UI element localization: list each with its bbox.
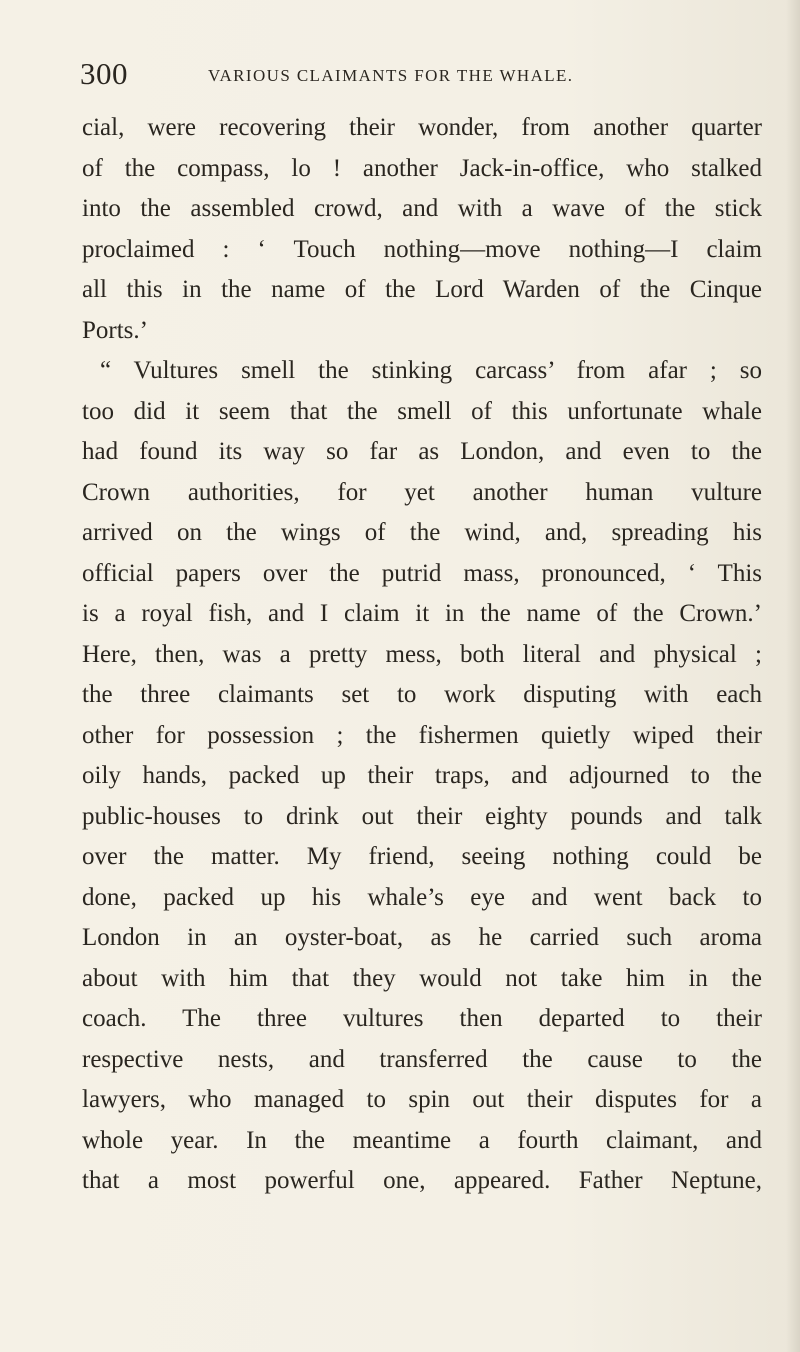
text-line: Here, then, was a pretty mess, both literal and physical ; <box>82 640 762 668</box>
text-line: Ports.’ <box>82 316 148 344</box>
text-line: too did it seem that the smell of this unfortunate whale <box>82 397 762 425</box>
text-line: lawyers, who managed to spin out their disputes for a <box>82 1086 762 1113</box>
page-header <box>80 56 750 96</box>
text-line: whole year. In the meantime a fourth claimant, and <box>82 1126 762 1154</box>
running-title: VARIOUS CLAIMANTS FOR THE WHALE. <box>208 66 574 85</box>
text-line: “ Vultures smell the stinking carcass’ from afar ; so <box>100 357 762 384</box>
text-line: is a royal fish, and I claim it in the name of the Crown.’ <box>82 600 762 627</box>
text-line: of the compass, lo ! another Jack-in-office, who stalked <box>82 154 762 182</box>
text-line: over the matter. My friend, seeing nothing could be <box>82 843 762 870</box>
text-line: public-houses to drink out their eighty pounds and talk <box>82 802 762 830</box>
text-line: done, packed up his whale’s eye and went back to <box>82 883 762 911</box>
text-line: into the assembled crowd, and with a wave of the stick <box>82 195 762 222</box>
page-number: 300 <box>80 56 128 91</box>
text-line: oily hands, packed up their traps, and adjourned to the <box>82 762 762 789</box>
text-line: Crown authorities, for yet another human vulture <box>82 478 762 506</box>
text-line: had found its way so far as London, and even to the <box>82 438 762 465</box>
text-line: about with him that they would not take him in the <box>82 964 762 992</box>
text-line: proclaimed : ‘ Touch nothing—move nothing—I claim <box>82 235 762 263</box>
text-line: London in an oyster-boat, as he carried such aroma <box>82 924 762 951</box>
text-line: the three claimants set to work disputing with each <box>82 681 762 708</box>
page-edge-shadow <box>786 0 800 1352</box>
text-line: other for possession ; the fishermen quietly wiped their <box>82 721 762 749</box>
text-line: respective nests, and transferred the cause to the <box>82 1045 762 1073</box>
body-text <box>82 108 762 1202</box>
text-line: all this in the name of the Lord Warden of the Cinque <box>82 276 762 303</box>
text-line: arrived on the wings of the wind, and, spreading his <box>82 519 762 546</box>
text-line: coach. The three vultures then departed to their <box>82 1005 762 1032</box>
text-line: cial, were recovering their wonder, from another quarter <box>82 114 762 141</box>
text-line: that a most powerful one, appeared. Father Neptune, <box>82 1167 762 1194</box>
text-line: official papers over the putrid mass, pronounced, ‘ This <box>82 559 762 587</box>
